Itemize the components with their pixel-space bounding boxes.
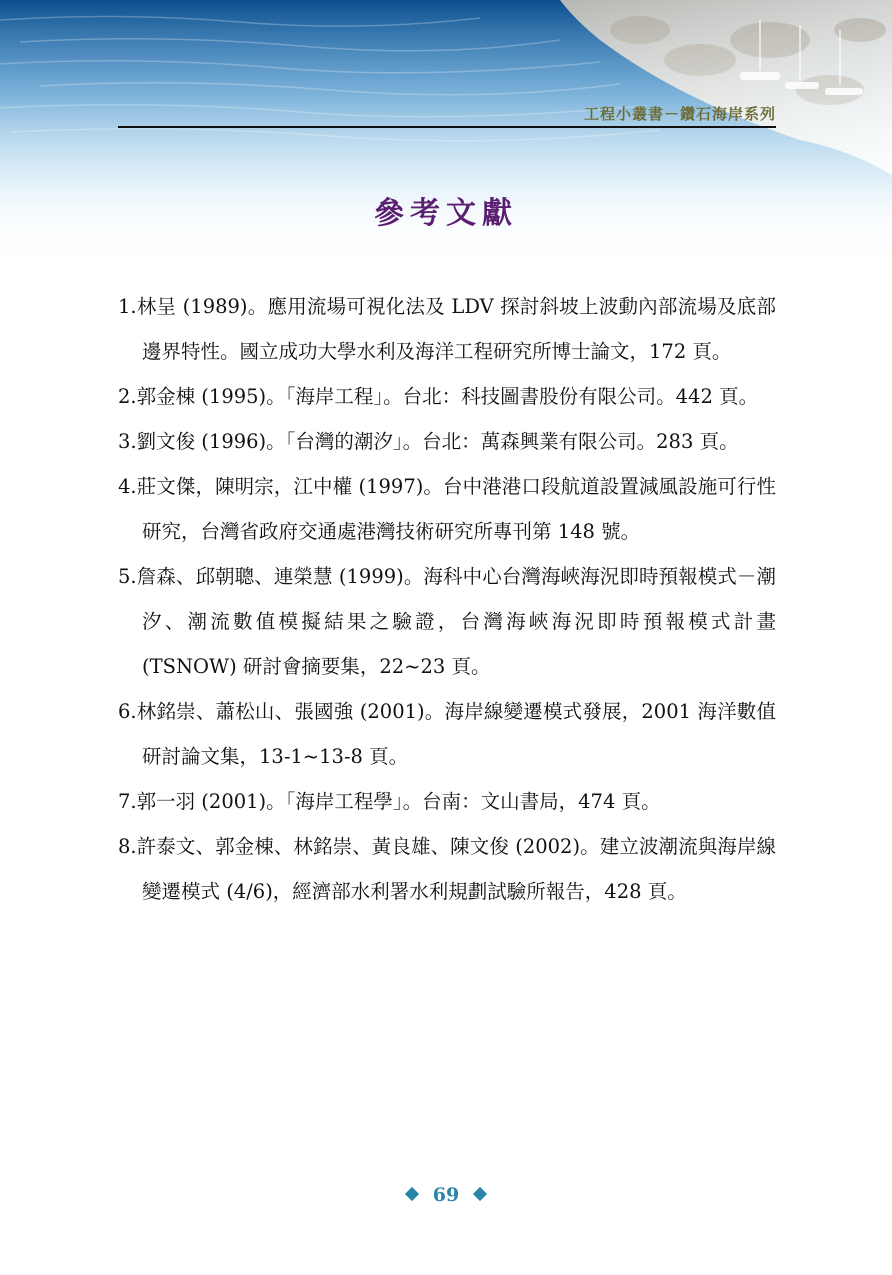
- reference-item: 3.劉文俊 (1996)。「台灣的潮汐」。台北：萬森興業有限公司。283 頁。: [118, 430, 739, 453]
- reference-item: 2.郭金棟 (1995)。「海岸工程」。台北：科技圖書股份有限公司。442 頁。: [118, 385, 759, 408]
- reference-item: 5.詹森、邱朝聰、連榮慧 (1999)。海科中心台灣海峽海況即時預報模式－潮汐、潮流數值模擬結果之驗證，台灣海峽海況即時預報模式計畫 (TSNOW) 研討會摘要集，22~23 頁。: [118, 565, 776, 678]
- reference-item: 4.莊文傑，陳明宗，江中權 (1997)。台中港港口段航道設置減風設施可行性研究，台灣省政府交通處港灣技術研究所專刊第 148 號。: [118, 475, 776, 543]
- reference-item: 6.林銘崇、蕭松山、張國強 (2001)。海岸線變遷模式發展，2001 海洋數值研討論文集，13-1~13-8 頁。: [118, 700, 776, 768]
- header-divider: [118, 126, 776, 128]
- reference-item: 7.郭一羽 (2001)。「海岸工程學」。台南：文山書局，474 頁。: [118, 790, 661, 813]
- diamond-left-icon: [405, 1187, 419, 1201]
- reference-item: 8.許泰文、郭金棟、林銘崇、黃良雄、陳文俊 (2002)。建立波潮流與海岸線變遷模式 (4/6)，經濟部水利署水利規劃試驗所報告，428 頁。: [118, 835, 776, 903]
- series-title: 工程小叢書－鑽石海岸系列: [583, 105, 776, 123]
- reference-list: [118, 284, 776, 914]
- page-title: 參考文獻: [374, 196, 518, 231]
- page-number: 69: [432, 1184, 460, 1206]
- diamond-right-icon: [473, 1187, 487, 1201]
- reference-item: 1.林呈 (1989)。應用流場可視化法及 LDV 探討斜坡上波動內部流場及底部邊界特性。國立成功大學水利及海洋工程研究所博士論文，172 頁。: [118, 295, 776, 363]
- page-footer: [0, 1184, 892, 1206]
